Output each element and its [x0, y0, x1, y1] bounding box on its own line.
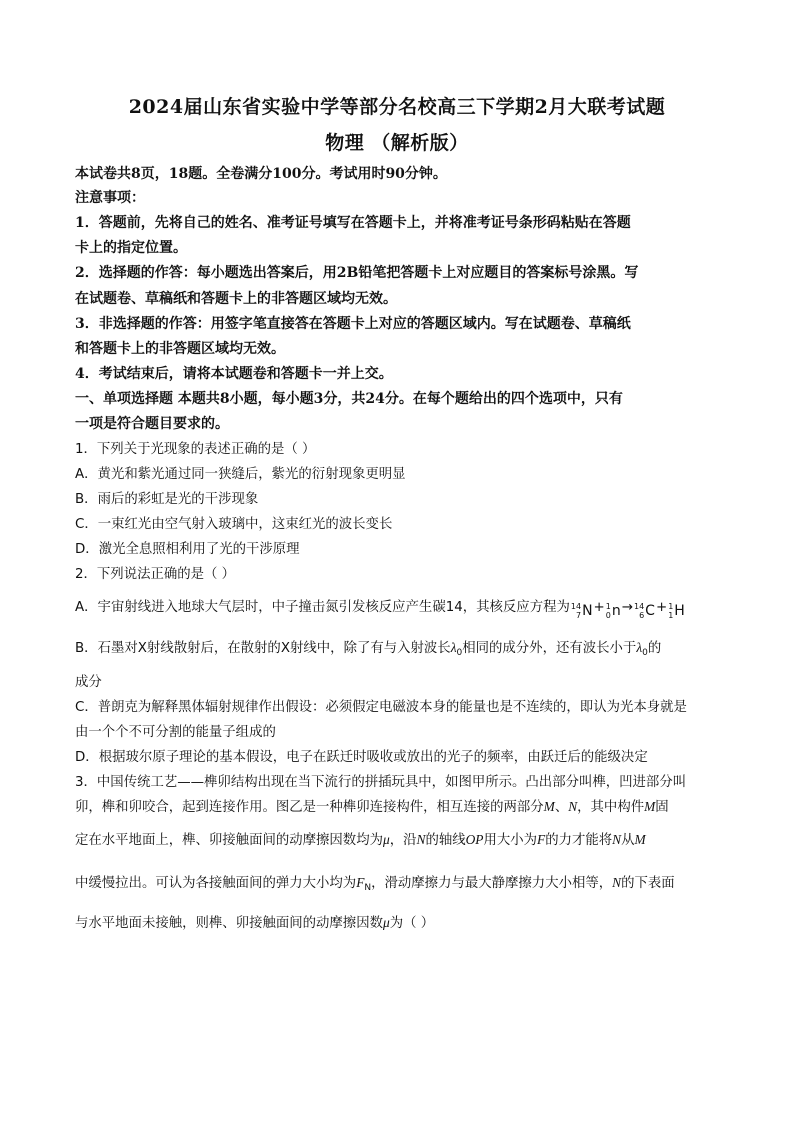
- question-1-option-c: C．一束红光由空气射入玻璃中，这束红光的波长变长: [75, 517, 393, 532]
- plus-sign: +: [655, 600, 668, 615]
- question-2-option-c-cont: 由一个个不可分割的能量子组成的: [75, 725, 276, 740]
- notice-line: 1．答题前，先将自己的姓名、准考证号填写在答题卡上，并将准考证号条形码粘贴在答题: [75, 215, 631, 231]
- question-2-stem: 2．下列说法正确的是（ ）: [75, 567, 236, 582]
- reaction-arrow: →: [621, 600, 633, 615]
- notice-line: 和答题卡上的非答题区域均无效。: [75, 341, 285, 357]
- question-1-option-b: B．雨后的彩虹是光的干涉现象: [75, 492, 259, 507]
- notice-line: 在试题卷、草稿纸和答题卡上的非答题区域均无效。: [75, 291, 397, 307]
- question-3-line-4: 中缓慢拉出。可认为各接触面间的弹力大小均为$F_N$，滑动摩擦力与最大静摩擦力大小相等，N的下表面: [75, 875, 675, 893]
- notice-line: 3．非选择题的作答：用签字笔直接答在答题卡上对应的答题区域内。写在试题卷、草稿纸: [75, 316, 631, 332]
- question-2-option-c: C．普朗克为解释黑体辐射规律作出假设：必须假定电磁波本身的能量也是不连续的，即认为光本身就是: [75, 700, 687, 715]
- exam-summary: 本试卷共8页，18题。全卷满分100分。考试用时90分钟。: [75, 166, 447, 182]
- question-1-option-d: D．激光全息照相利用了光的干涉原理: [75, 542, 300, 557]
- question-3-line-1: 3．中国传统工艺——榫卯结构出现在当下流行的拼插玩具中，如图甲所示。凸出部分叫榫，凹进部分叫: [75, 775, 687, 790]
- question-1-option-a: A．黄光和紫光通过同一狭缝后，紫光的衍射现象更明显: [75, 467, 406, 482]
- question-2-option-d: D．根据玻尔原子理论的基本假设，电子在跃迁时吸收或放出的光子的频率，由跃迁后的能级决定: [75, 750, 648, 765]
- question-2-option-b: B．石墨对X射线散射后，在散射的X射线中，除了有与入射波长$\lambda_0$相同的成分外，还有波长小于$\lambda_0$的: [75, 640, 662, 658]
- question-3-line-3: 定在水平地面上，榫、卯接触面间的动摩擦因数均为μ，沿N的轴线OP用大小为F的力才能将N从M: [75, 832, 646, 848]
- question-3-line-2: 卯，榫和卯咬合，起到连接作用。图乙是一种榫卯连接构件，相互连接的两部分M、N，其中构件M固: [75, 799, 669, 815]
- notice-line: 卡上的指定位置。: [75, 240, 187, 256]
- notice-line: 4．考试结束后，请将本试题卷和答题卡一并上交。: [75, 366, 393, 382]
- section-heading-cont: 一项是符合题目要求的。: [75, 416, 229, 432]
- exam-title: 2024届山东省实验中学等部分名校高三下学期2月大联考试题: [128, 96, 666, 118]
- nuclide-hydrogen: 1 1 H: [668, 602, 685, 620]
- question-1-stem: 1．下列关于光现象的表述正确的是（ ）: [75, 442, 316, 457]
- option-a-text: A．宇宙射线进入地球大气层时，中子撞击氮引发核反应产生碳14，其核反应方程为: [75, 600, 570, 615]
- question-3-line-5: 与水平地面未接触，则榫、卯接触面间的动摩擦因数μ为（ ）: [75, 915, 435, 931]
- nuclide-nitrogen: 14 7 N: [570, 602, 593, 620]
- nuclide-carbon: 14 6 C: [633, 602, 655, 620]
- section-heading: 一、单项选择题 本题共8小题，每小题3分，共24分。在每个题给出的四个选项中，只有: [75, 391, 623, 407]
- question-2-option-a: [75, 596, 686, 620]
- exam-subtitle: 物理 （解析版）: [325, 132, 469, 154]
- nuclide-neutron: 1 0 n: [605, 602, 621, 620]
- notice-line: 2．选择题的作答：每小题选出答案后，用2B铅笔把答题卡上对应题目的答案标号涂黑。写: [75, 265, 639, 281]
- notice-heading: 注意事项：: [75, 190, 145, 206]
- plus-sign: +: [593, 600, 605, 615]
- question-2-option-b-cont: 成分: [75, 675, 102, 690]
